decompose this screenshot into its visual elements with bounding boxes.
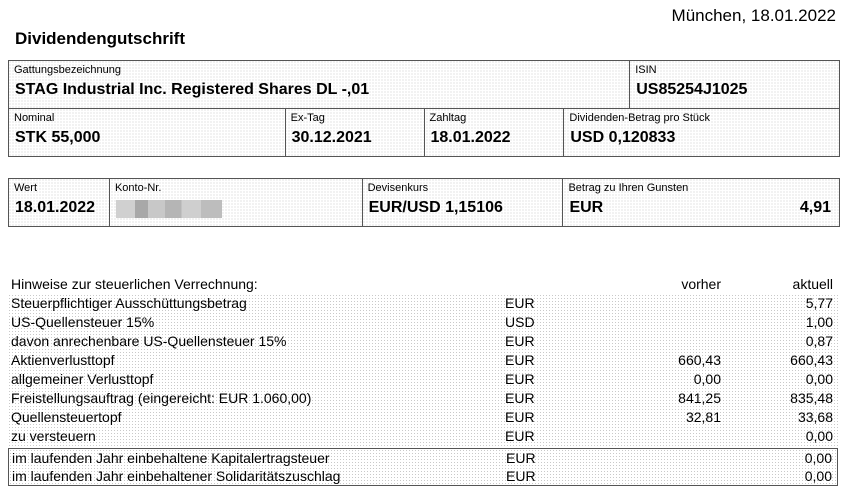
dividend-per-share-value: USD 0,120833 [570,129,676,146]
pay-date-label: Zahltag [429,112,467,124]
column-before-header: vorher [681,276,721,292]
row-label: zu versteuern [11,428,96,444]
credit-amount-label: Betrag zu Ihren Gunsten [568,182,689,194]
row-after: 0,00 [804,450,832,466]
table-row [8,370,838,389]
pay-date-cell [424,109,564,157]
table-row [8,351,838,370]
row-after: 835,48 [790,390,833,406]
row-label: Freistellungsauftrag (eingereicht: EUR 1.060,00) [11,390,312,406]
table-row [8,294,838,313]
fx-rate-label: Devisenkurs [367,182,429,194]
credit-amount-row [563,195,839,219]
value-date-value: 18.01.2022 [15,199,96,216]
row-label: davon anrechenbare US-Quellensteuer 15% [11,333,287,349]
row-currency: EUR [505,333,535,349]
row-currency: EUR [505,352,535,368]
row-currency: USD [505,314,535,330]
nominal-label: Nominal [14,112,55,124]
document-date: München, 18.01.2022 [671,6,836,25]
row-currency: EUR [506,468,536,484]
row-after: 0,00 [805,428,833,444]
tax-notes-section [8,275,838,486]
ex-date-cell [285,109,424,157]
row-after: 0,87 [805,333,833,349]
row-currency: EUR [505,428,535,444]
dividend-per-share-label: Dividenden-Betrag pro Stück [569,112,711,124]
row-before: 0,00 [693,371,721,387]
document-title: Dividendengutschrift [15,29,186,48]
account-cell [109,179,362,227]
credit-amount-value: 4,91 [799,199,831,216]
credit-amount-cell [563,179,840,227]
tax-rows [8,294,838,446]
security-name: STAG Industrial Inc. Registered Shares DL -,01 [15,81,370,98]
row-label: Aktienverlusttopf [11,352,115,368]
column-after-header: aktuell [792,276,833,292]
ex-date-label: Ex-Tag [290,112,325,124]
row-label: US-Quellensteuer 15% [11,314,155,330]
security-name-cell [9,61,630,109]
row-currency: EUR [505,295,535,311]
row-label: Steuerpflichtiger Ausschüttungsbetrag [11,295,247,311]
row-after: 1,00 [805,314,833,330]
row-after: 0,00 [805,371,833,387]
fx-rate-value: EUR/USD 1,15106 [368,199,503,216]
pay-date-value: 18.01.2022 [430,129,511,146]
row-after: 660,43 [790,352,833,368]
table-row [9,467,837,485]
row-after: 0,00 [804,468,832,484]
security-box [8,60,840,157]
row-before: 32,81 [685,409,721,425]
table-row [9,449,837,467]
withheld-taxes-box [8,448,838,486]
row-label: Quellensteuertopf [11,409,122,425]
table-row [8,408,838,427]
table-row [8,389,838,408]
isin-label: ISIN [635,64,657,76]
ex-date-value: 30.12.2021 [291,129,372,146]
row-label: allgemeiner Verlusttopf [11,371,154,387]
isin-cell [630,61,840,109]
nominal-value: STK 55,000 [15,129,101,146]
tax-heading: Hinweise zur steuerlichen Verrechnung: [11,276,258,292]
row-before: 841,25 [678,390,721,406]
redacted-account-number [116,200,222,218]
dividend-per-share-cell [564,109,840,157]
row-currency: EUR [505,371,535,387]
value-date-cell [9,179,110,227]
settlement-box [8,178,840,227]
value-date-label: Wert [14,182,38,194]
table-row [8,427,838,446]
row-currency: EUR [505,390,535,406]
credit-amount-currency: EUR [569,199,604,216]
tax-header-row [8,275,838,294]
row-after: 33,68 [797,409,833,425]
table-row [8,332,838,351]
table-row [8,313,838,332]
row-currency: EUR [505,409,535,425]
row-label: im laufenden Jahr einbehaltener Solidaritätszuschlag [12,468,341,484]
row-currency: EUR [506,450,536,466]
security-name-label: Gattungsbezeichnung [14,64,122,76]
nominal-cell [9,109,286,157]
isin-value: US85254J1025 [636,81,748,98]
account-value [110,195,362,219]
row-after: 5,77 [805,295,833,311]
account-label: Konto-Nr. [114,182,162,194]
row-label: im laufenden Jahr einbehaltene Kapitalertragsteuer [12,450,330,466]
fx-rate-cell [362,179,563,227]
row-before: 660,43 [678,352,721,368]
